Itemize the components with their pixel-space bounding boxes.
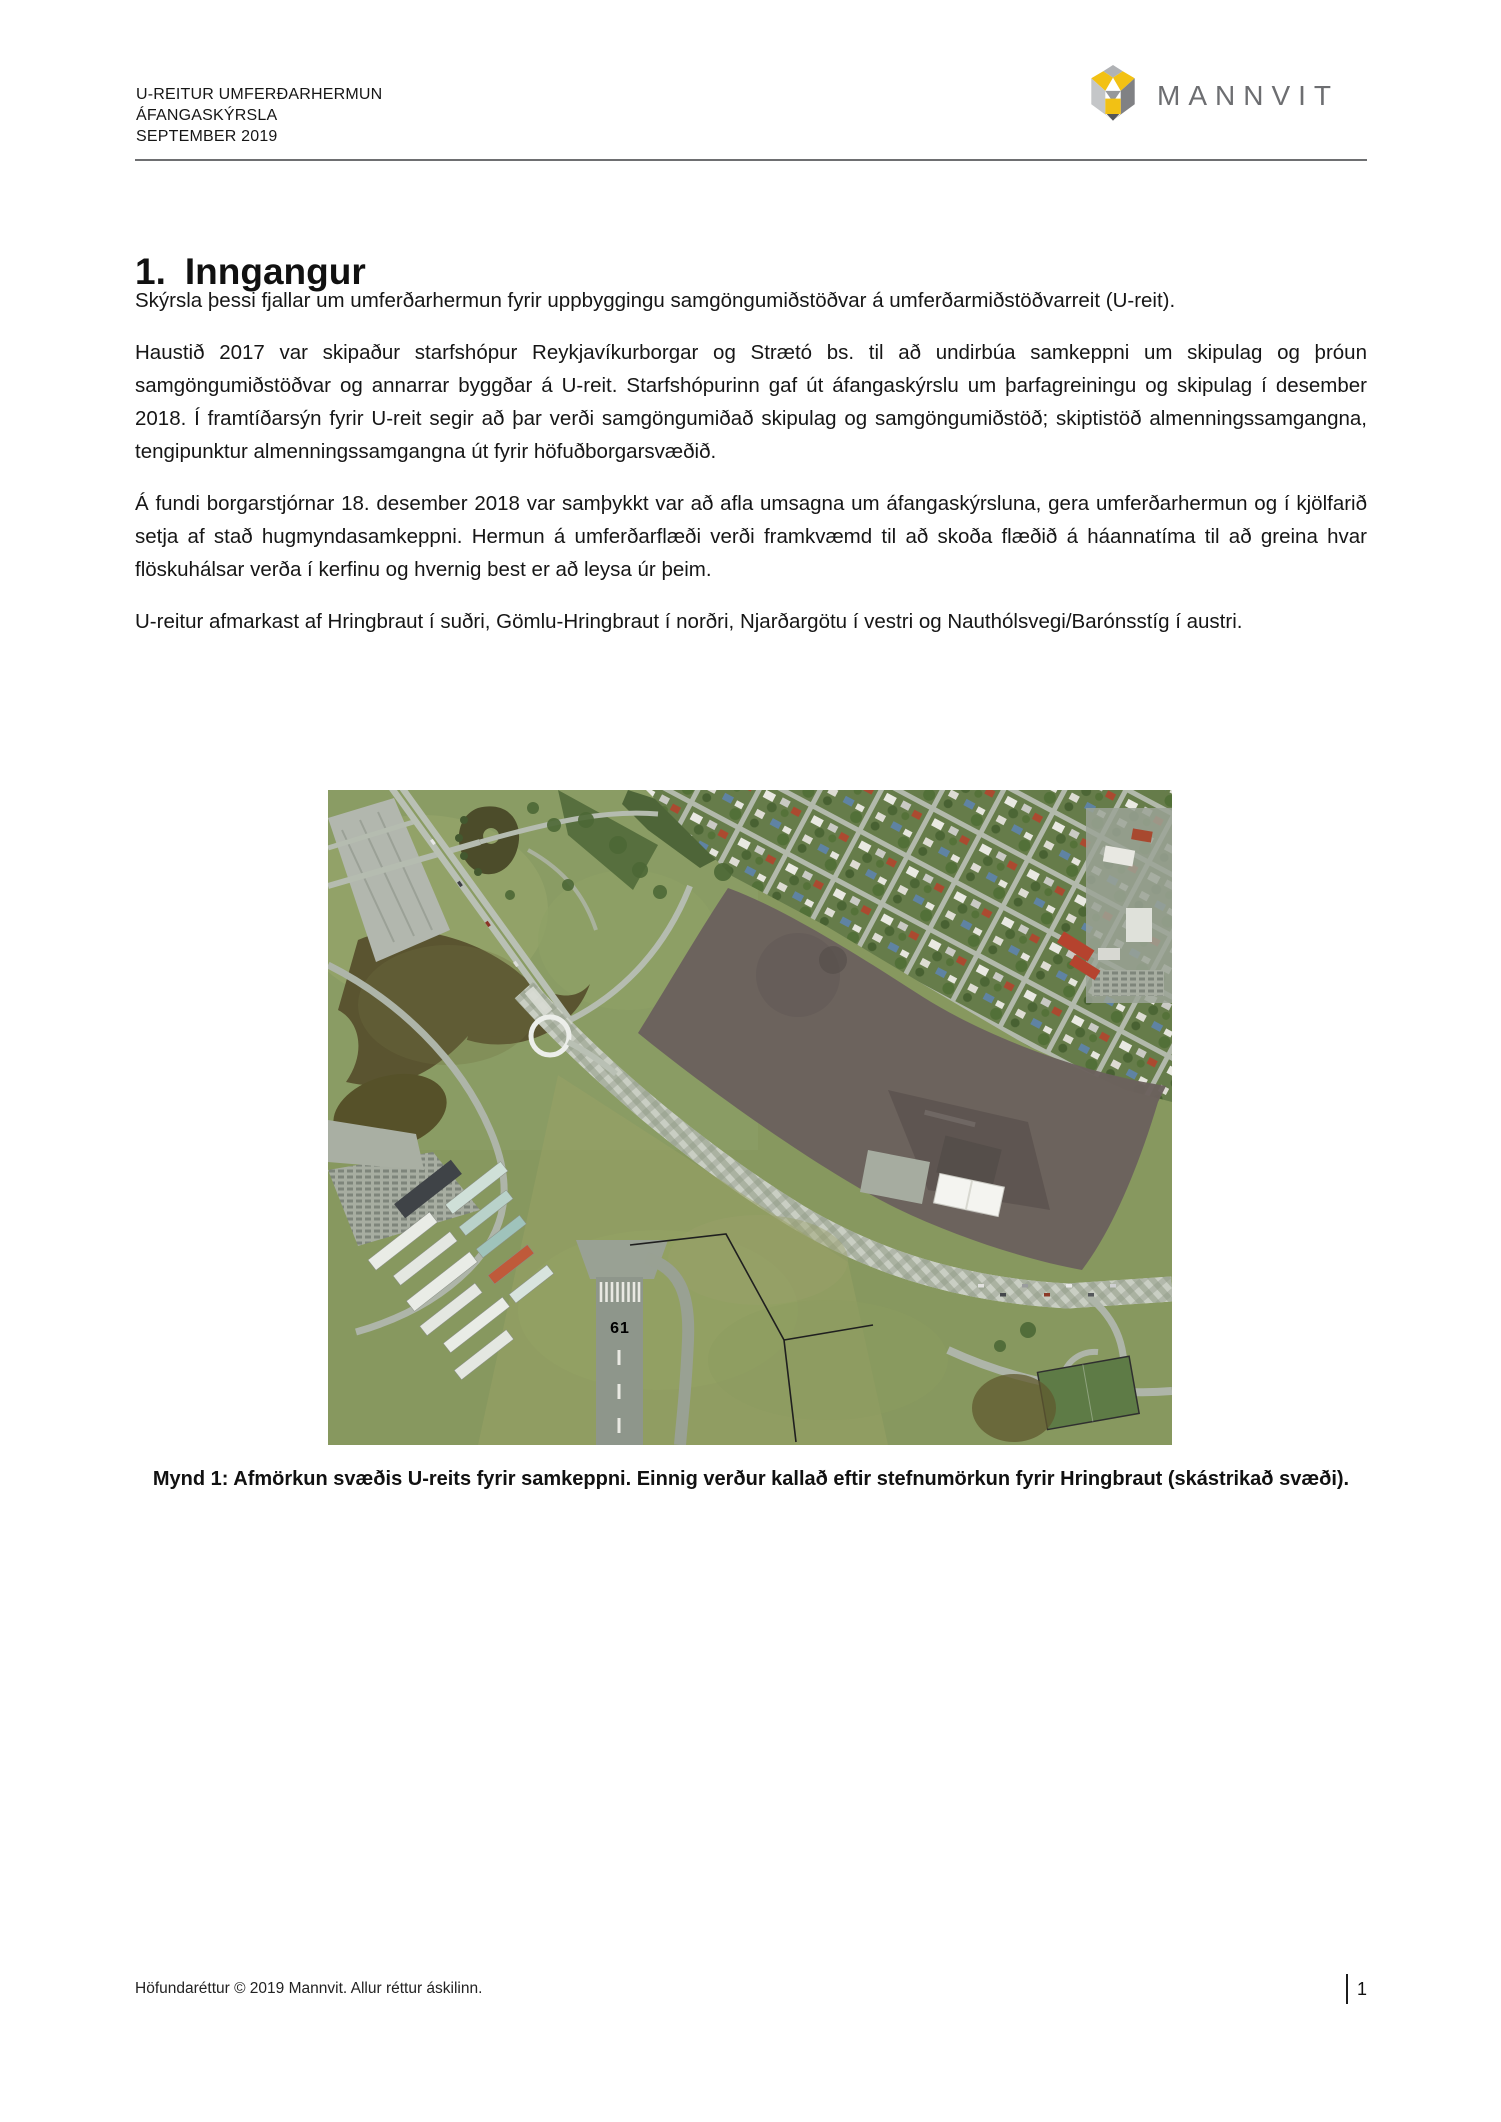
- paragraph-4: U-reitur afmarkast af Hringbraut í suðri, Gömlu-Hringbraut í norðri, Njarðargötu í vestri og Nauthólsvegi/Barónsstíg í austri.: [135, 610, 1243, 633]
- mannvit-logo: [1085, 62, 1339, 124]
- page-footer: [135, 1974, 1367, 2004]
- paragraph-2: Haustið 2017 var skipaður starfshópur Reykjavíkurborgar og Strætó bs. til að undirbúa samkeppni um skipulag og þróun samgöngumiðstöðvar og annarrar byggðar á U-reit. Starfshópurinn gaf út áfangaskýrslu um þarfagreiningu og skipulag í desember 2018. Í framtíðarsýn fyrir U-reit segir að þar verði samgöngumiðað skipulag og samgöngumiðstöð; skiptistöð almenningssamgangna, tengipunktur almenningssamgangna út fyrir höfuðborgarsvæðið.: [135, 341, 1367, 463]
- header-line-1: U-REITUR UMFERÐARHERMUN: [136, 86, 383, 103]
- mannvit-logo-icon: [1085, 62, 1141, 124]
- dirt-patch: [972, 1374, 1056, 1442]
- header-line-3: SEPTEMBER 2019: [136, 128, 278, 145]
- header-line-2: ÁFANGASKÝRSLA: [136, 107, 278, 124]
- paragraph-1: Skýrsla þessi fjallar um umferðarhermun fyrir uppbyggingu samgöngumiðstöðvar á umferðarmiðstöðvarreit (U-reit).: [135, 289, 1176, 312]
- figure-caption: Mynd 1: Afmörkun svæðis U-reits fyrir samkeppni. Einnig verður kallað eftir stefnumörkun fyrir Hringbraut (skástrikað svæði).: [152, 1468, 1350, 1490]
- figure-aerial-map: [328, 790, 1172, 1445]
- page-header: [136, 84, 382, 147]
- runway-number-label: 61: [610, 1320, 630, 1337]
- section-number: 1.: [135, 250, 166, 292]
- body-text: [135, 284, 1367, 657]
- page-number-divider: [1346, 1974, 1348, 2004]
- page-number: 1: [1346, 1974, 1367, 2004]
- mannvit-logo-text: MANNVIT: [1157, 80, 1339, 111]
- aerial-photo: [328, 790, 1172, 1445]
- copyright-text: Höfundaréttur © 2019 Mannvit. Allur réttur áskilinn.: [135, 1980, 483, 1997]
- header-divider: [135, 159, 1367, 161]
- section-title: Inngangur: [184, 250, 366, 292]
- paragraph-3: Á fundi borgarstjórnar 18. desember 2018 var samþykkt var að afla umsagna um áfangaskýrsluna, gera umferðarhermun og í kjölfarið setja af stað hugmyndasamkeppni. Hermun á umferðarflæði verði framkvæmd til að skoða flæðið á háannatíma til að greina hvar flöskuhálsar verða í kerfinu og hvernig best er að leysa úr þeim.: [135, 492, 1367, 581]
